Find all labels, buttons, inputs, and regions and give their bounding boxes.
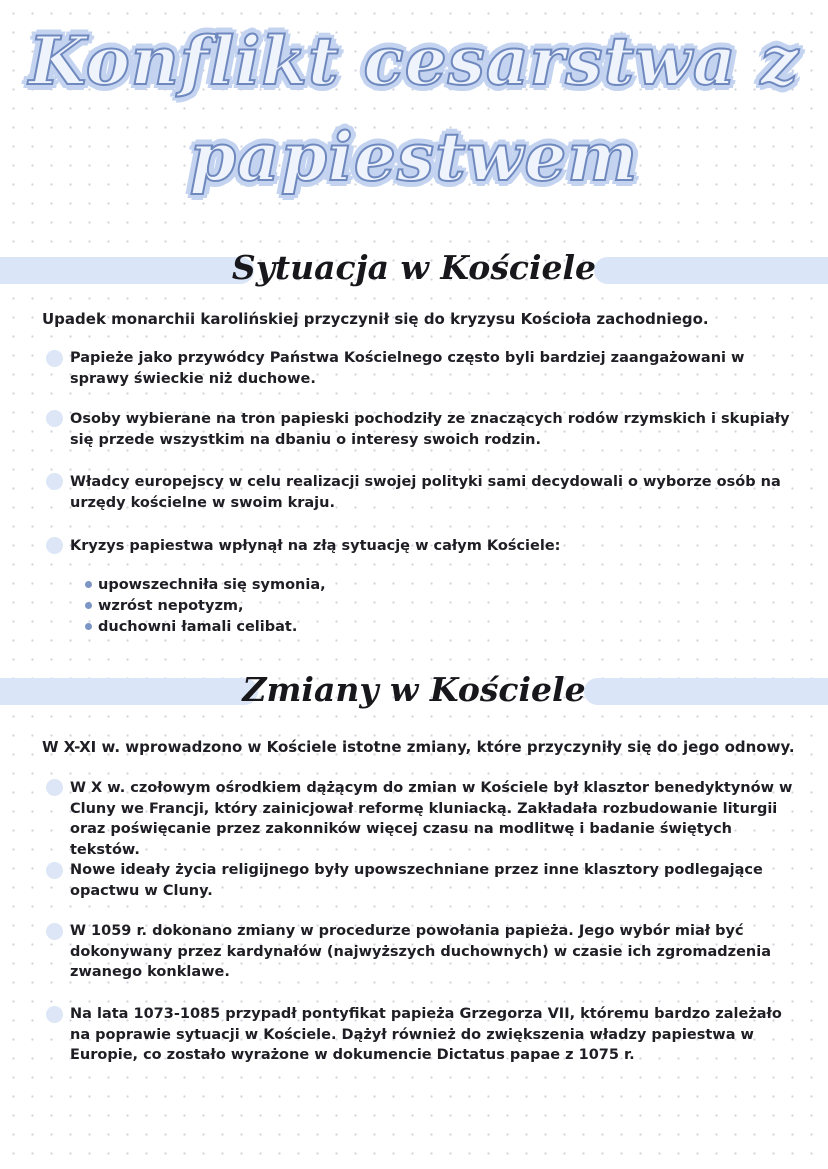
- section-heading-zmiany: Zmiany w Kościele: [242, 670, 586, 709]
- sub-list-item: [85, 575, 326, 595]
- sub-list-item: [85, 596, 244, 616]
- list-item: Władcy europejscy w celu realizacji swojej polityki sami decydowali o wyborze osób na urzędy kościelne w swoim kraju.: [70, 474, 781, 511]
- bullet-dot: [46, 862, 63, 879]
- section-intro: Upadek monarchii karolińskiej przyczynił się do kryzysu Kościoła zachodniego.: [42, 310, 709, 328]
- list-item: Na lata 1073-1085 przypadł pontyfikat papieża Grzegorza VII, któremu bardzo zależało na poprawie sytuacji w Kościele. Dążył również do zwiększenia władzy papiestwa w Europie, co zostało wyrażone w dokumencie Dictatus papae z 1075 r.: [70, 1006, 782, 1063]
- list-item: W 1059 r. dokonano zmiany w procedurze powołania papieża. Jego wybór miał być dokonywany przez kardynałów (najwyższych duchownych) w czasie ich zgromadzenia zwanego konklawe.: [70, 923, 771, 980]
- bullet-dot: [46, 410, 63, 427]
- list-item: Nowe ideały życia religijnego były upowszechniane przez inne klasztory podlegające opactwu w Cluny.: [70, 862, 763, 899]
- list-item: Kryzys papiestwa wpłynął na złą sytuację w całym Kościele:: [70, 538, 561, 554]
- sub-bullet-dot: [85, 602, 92, 609]
- sub-list-item: [85, 617, 297, 637]
- sub-bullet-dot: [85, 623, 92, 630]
- bullet-dot: [46, 537, 63, 554]
- page-title-line-1: Konflikt cesarstwa z: [28, 22, 800, 100]
- sub-list-item-text: wzróst nepotyzm,: [98, 598, 244, 614]
- sub-list-item-text: upowszechniła się symonia,: [98, 577, 326, 593]
- page-title-line-2: papiestwem: [189, 118, 639, 196]
- bullet-dot: [46, 1006, 63, 1023]
- section-intro: W X-XI w. wprowadzono w Kościele istotne zmiany, które przyczyniły się do jego odnowy.: [42, 738, 795, 756]
- bullet-dot: [46, 923, 63, 940]
- bullet-dot: [46, 350, 63, 367]
- bullet-dot: [46, 473, 63, 490]
- section-heading-sytuacja: Sytuacja w Kościele: [231, 248, 597, 287]
- list-item: Osoby wybierane na tron papieski pochodziły ze znaczących rodów rzymskich i skupiały się przede wszystkim na dbaniu o interesy swoich rodzin.: [70, 411, 790, 448]
- list-item: W X w. czołowym ośrodkiem dążącym do zmian w Kościele był klasztor benedyktynów w Cluny we Francji, który zainicjował reformę kluniacką. Zakładała rozbudowanie liturgii oraz poświęcanie przez zakonników więcej czasu na modlitwę i badanie świętych tekstów.: [70, 780, 793, 858]
- bullet-dot: [46, 779, 63, 796]
- sub-list-item-text: duchowni łamali celibat.: [98, 619, 298, 635]
- sub-bullet-dot: [85, 581, 92, 588]
- list-item: Papieże jako przywódcy Państwa Kościelnego często byli bardziej zaangażowani w sprawy świeckie niż duchowe.: [70, 350, 745, 387]
